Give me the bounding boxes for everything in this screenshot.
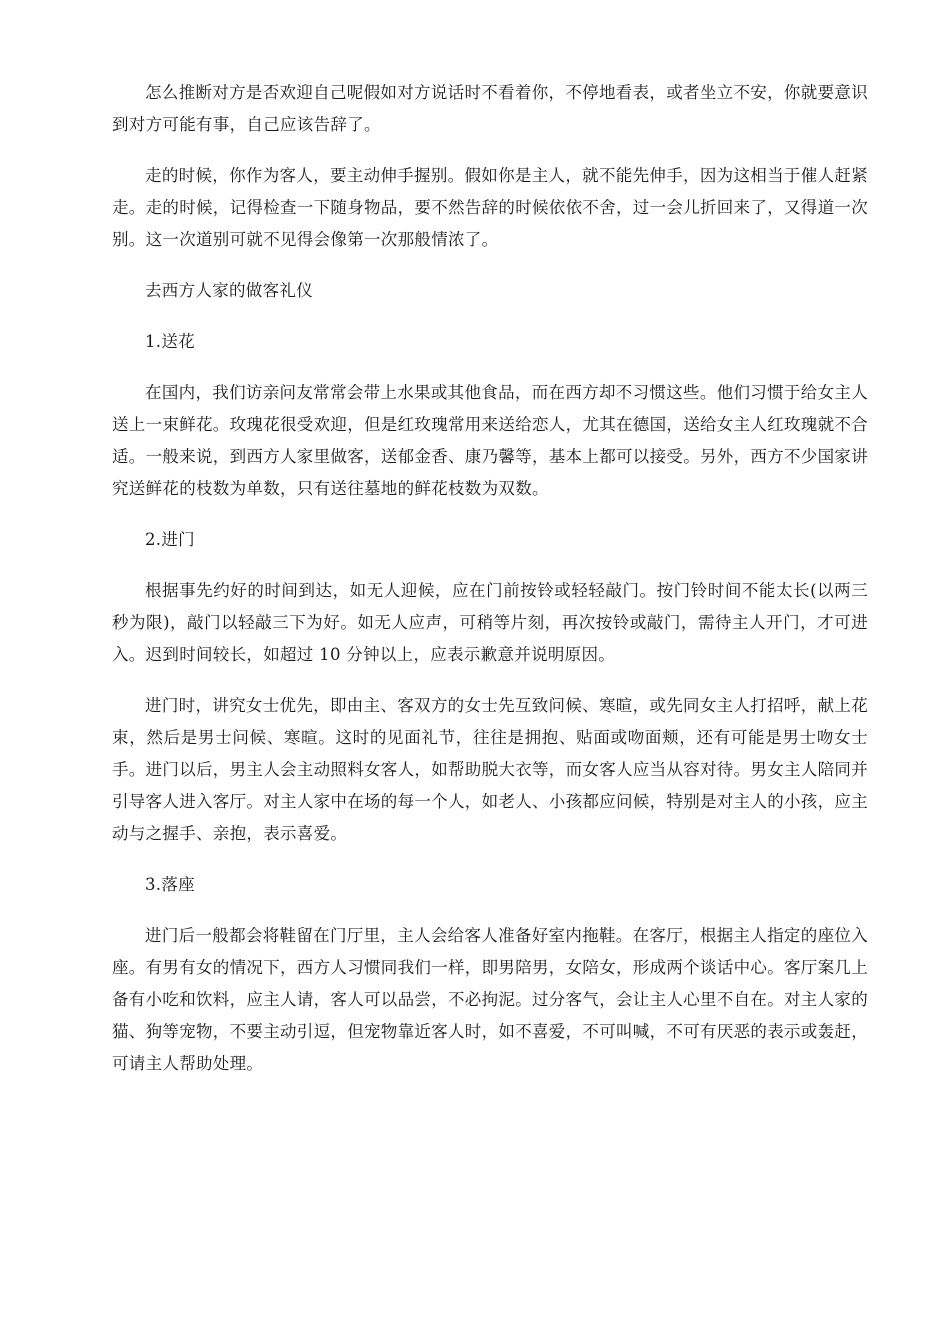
heading-flowers: 1.送花 <box>145 332 195 351</box>
paragraph-seating: 进门后一般都会将鞋留在门厅里，主人会给客人准备好室内拖鞋。在客厅，根据主人指定的座位入座。有男有女的情况下，西方人习惯同我们一样，即男陪男，女陪女，形成两个谈话中心。客厅案几上备有小吃和饮料，应主人请，客人可以品尝，不必拘泥。过分客气，会让主人心里不自在。对主人家的猫、狗等宠物，不要主动引逗，但宠物靠近客人时，如不喜爱，不可叫喊，不可有厌恶的表示或轰赶，可请主人帮助处理。 <box>112 926 868 1073</box>
paragraph-farewell-signs: 怎么推断对方是否欢迎自己呢假如对方说话时不看着你，不停地看表，或者坐立不安，你就要意识到对方可能有事，自己应该告辞了。 <box>112 83 868 134</box>
paragraph-arrival: 根据事先约好的时间到达，如无人迎候，应在门前按铃或轻轻敲门。按门铃时间不能太长(以两三秒为限)，敲门以轻敲三下为好。如无人应声，可稍等片刻，再次按铃或敲门，需待主人开门，才可进入。迟到时间较长，如超过 10 分钟以上，应表示歉意并说明原因。 <box>112 581 868 664</box>
heading-seating: 3.落座 <box>145 875 195 894</box>
paragraph-flowers: 在国内，我们访亲问友常常会带上水果或其他食品，而在西方却不习惯这些。他们习惯于给女主人送上一束鲜花。玫瑰花很受欢迎，但是红玫瑰常用来送给恋人，尤其在德国，送给女主人红玫瑰就不合适。一般来说，到西方人家里做客，送郁金香、康乃馨等，基本上都可以接受。另外，西方不少国家讲究送鲜花的枝数为单数，只有送往墓地的鲜花枝数为双数。 <box>112 383 868 498</box>
paragraph-greeting: 进门时，讲究女士优先，即由主、客双方的女士先互致问候、寒暄，或先同女主人打招呼，献上花束，然后是男士问候、寒暄。这时的见面礼节，往往是拥抱、贴面或吻面颊，还有可能是男士吻女士手。进门以后，男主人会主动照料女客人，如帮助脱大衣等，而女客人应当从容对待。男女主人陪同并引导客人进入客厅。对主人家中在场的每一个人，如老人、小孩都应问候，特别是对主人的小孩，应主动与之握手、亲抱，表示喜爱。 <box>112 696 868 843</box>
paragraph-farewell-handshake: 走的时候，你作为客人，要主动伸手握别。假如你是主人，就不能先伸手，因为这相当于催人赶紧走。走的时候，记得检查一下随身物品，要不然告辞的时候依依不舍，过一会儿折回来了，又得道一次别。这一次道别可就不见得会像第一次那般情浓了。 <box>112 166 868 249</box>
document-body <box>112 77 868 1099</box>
heading-entering: 2.进门 <box>145 530 195 549</box>
section-title: 去西方人家的做客礼仪 <box>145 281 313 300</box>
